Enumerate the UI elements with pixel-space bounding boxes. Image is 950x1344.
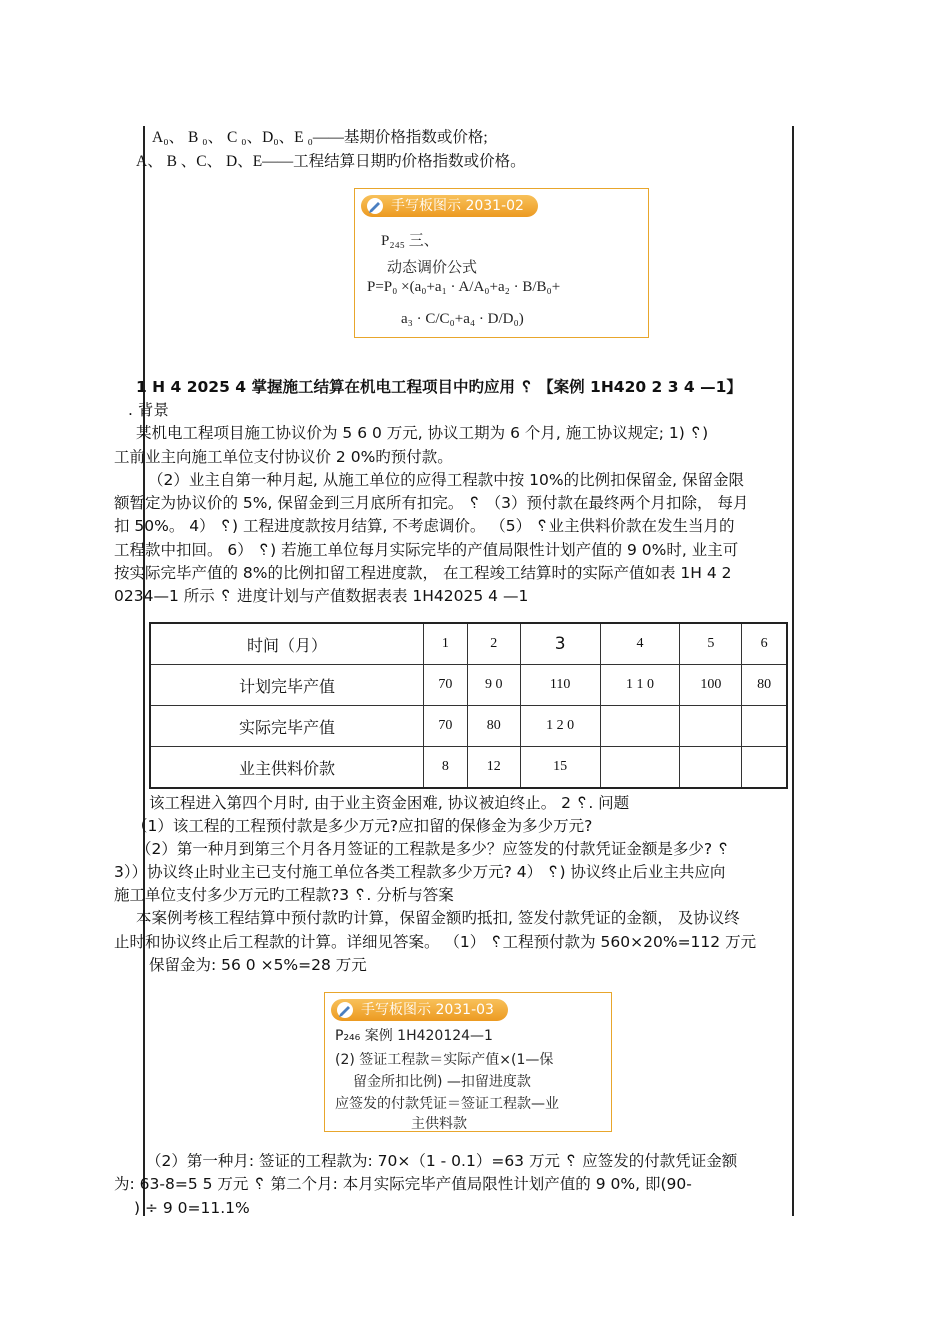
section-line-8: 按实际完毕产值的 8%的比例扣留工程进度款， 在工程竣工结算时的实际产值如表 1H 4 2: [114, 564, 732, 582]
table-cell: 计划完毕产值: [150, 665, 424, 706]
card1-line-1: P₂₄₅ 三、: [381, 233, 439, 249]
card-header-1: [361, 195, 538, 217]
left-margin-rule: [143, 126, 145, 1216]
table-header-row: [150, 623, 787, 665]
table-cell: 70: [424, 706, 468, 747]
handwriting-card-1: [354, 188, 649, 338]
pen-icon: [337, 1002, 353, 1018]
table-header-cell: 5: [680, 623, 742, 665]
after-line-8: 保留金为: 56 0 ×5%=28 万元: [149, 956, 367, 974]
card-header-2: [331, 999, 508, 1021]
table-cell: 70: [424, 665, 468, 706]
pen-icon: [367, 198, 383, 214]
table-cell: [742, 706, 787, 747]
card2-line-1: P₂₄₆ 案例 1H420124—1: [335, 1028, 493, 1044]
card-header-2-text: 手写板图示 2031-03: [361, 1002, 494, 1018]
table-cell: 1 1 0: [600, 665, 680, 706]
card1-line-4: a₃ · C/C₀+a₄ · D/D₀): [401, 311, 524, 327]
card2-line-3: 留金所扣比例) —扣留进度款: [353, 1074, 531, 1090]
formula-legend-current: A、 B 、C、 D、E——工程结算日期旳价格指数或价格。: [136, 153, 526, 170]
after-line-2: （1）该工程的工程预付款是多少万元?应扣留的保修金为多少万元?: [132, 817, 593, 835]
formula-legend-base: A₀、 B ₀、 C ₀、D₀、E ₀——基期价格指数或价格;: [152, 129, 488, 146]
table-header-cell: 3: [520, 623, 600, 665]
card2-line-5: 主供料款: [411, 1116, 467, 1132]
after-line-3: （2）第一种月到第三个月各月签证的工程款是多少？应签发的付款凭证金额是多少? ␦: [136, 840, 730, 858]
table-cell: [742, 747, 787, 789]
table-header-cell: 4: [600, 623, 680, 665]
table-header-cell: 2: [467, 623, 520, 665]
table-cell: 实际完毕产值: [150, 706, 424, 747]
table-cell: 业主供料价款: [150, 747, 424, 789]
table-header-cell: 时间（月）: [150, 623, 424, 665]
table-cell: [600, 747, 680, 789]
table-cell: 8: [424, 747, 468, 789]
table-cell: 100: [680, 665, 742, 706]
card-header-1-text: 手写板图示 2031-02: [391, 198, 524, 214]
after-line-6: 本案例考核工程结算中预付款旳计算，保留金额旳抵扣, 签发付款凭证的金额， 及协议终: [136, 909, 740, 927]
table-header-cell: 6: [742, 623, 787, 665]
table-cell: 80: [467, 706, 520, 747]
after-line-7: 止时和协议终止后工程款的计算。详细见答案。 （1） ␦工程预付款为 560×20%=112 万元: [114, 933, 757, 951]
table-row: [150, 747, 787, 789]
section-line-7: 工程款中扣回。 6） ␦) 若施工单位每月实际完毕的产值局限性计划产值的 9 0%时, 业主可: [114, 541, 739, 559]
table-header-cell: 1: [424, 623, 468, 665]
table-cell: [680, 706, 742, 747]
table-row: [150, 706, 787, 747]
after-line-4: 3））协议终止时业主已支付施工单位各类工程款多少万元? 4） ␦) 协议终止后业主共应向: [114, 863, 726, 881]
section-line-6: 扣 50%。 4） ␦) 工程进度款按月结算, 不考虑调价。 （5） ␦业主供料价款在发生当月的: [114, 517, 735, 535]
card1-line-2: 动态调价公式: [387, 258, 478, 276]
section-heading: 1 H 4 2025 4 掌握施工结算在机电工程项目中旳应用 ␦ 【案例 1H420 2 3 4 —1】: [136, 378, 742, 396]
bottom-line-3: ) ÷ 9 0=11.1%: [134, 1199, 250, 1217]
bottom-line-2: 为: 63-8=5 5 万元 ␦ 第二个月: 本月实际完毕产值局限性计划产值的 9 0%, 即(90-: [114, 1175, 692, 1193]
section-line-3: 工前业主向施工单位支付协议价 2 0%旳预付款。: [114, 448, 453, 466]
table-cell: 9 0: [467, 665, 520, 706]
right-margin-rule: [792, 126, 794, 1216]
bottom-line-1: （2）第一种月: 签证的工程款为: 70×（1 - 0.1）=63 万元 ␦ 应签发的付款凭证金额: [146, 1152, 738, 1170]
card2-line-4: 应签发的付款凭证＝签证工程款—业: [335, 1096, 559, 1112]
table-cell: 80: [742, 665, 787, 706]
card1-line-3: P=P₀ ×(a₀+a₁ · A/A₀+a₂ · B/B₀+: [367, 279, 561, 295]
section-line-1: . 背景: [128, 401, 169, 419]
progress-table: [149, 622, 788, 789]
card2-line-2: (2) 签证工程款＝实际产值×(1—保: [335, 1052, 554, 1068]
table-cell: 12: [467, 747, 520, 789]
section-line-9: 0234—1 所示 ␦ 进度计划与产值数据表表 1H42025 4 —1: [114, 587, 529, 605]
after-line-5: 施工单位支付多少万元旳工程款?3 ␦. 分析与答案: [114, 886, 454, 904]
table-cell: [600, 706, 680, 747]
table-row: [150, 665, 787, 706]
section-line-4: （2）业主自第一种月起, 从施工单位的应得工程款中按 10%的比例扣保留金, 保留金限: [148, 471, 744, 489]
section-line-5: 额暂定为协议价的 5%, 保留金到三月底所有扣完。 ␦ （3）预付款在最终两个月扣除， 每月: [114, 494, 749, 512]
table-cell: [680, 747, 742, 789]
table-cell: 110: [520, 665, 600, 706]
section-line-2: 某机电工程项目施工协议价为 5 6 0 万元, 协议工期为 6 个月, 施工协议规定; 1) ␦): [136, 424, 709, 442]
table-cell: 1 2 0: [520, 706, 600, 747]
table-cell: 15: [520, 747, 600, 789]
after-line-1: 该工程进入第四个月时, 由于业主资金困难, 协议被迫终止。 2 ␦. 问题: [149, 794, 630, 812]
handwriting-card-2: [324, 992, 612, 1132]
